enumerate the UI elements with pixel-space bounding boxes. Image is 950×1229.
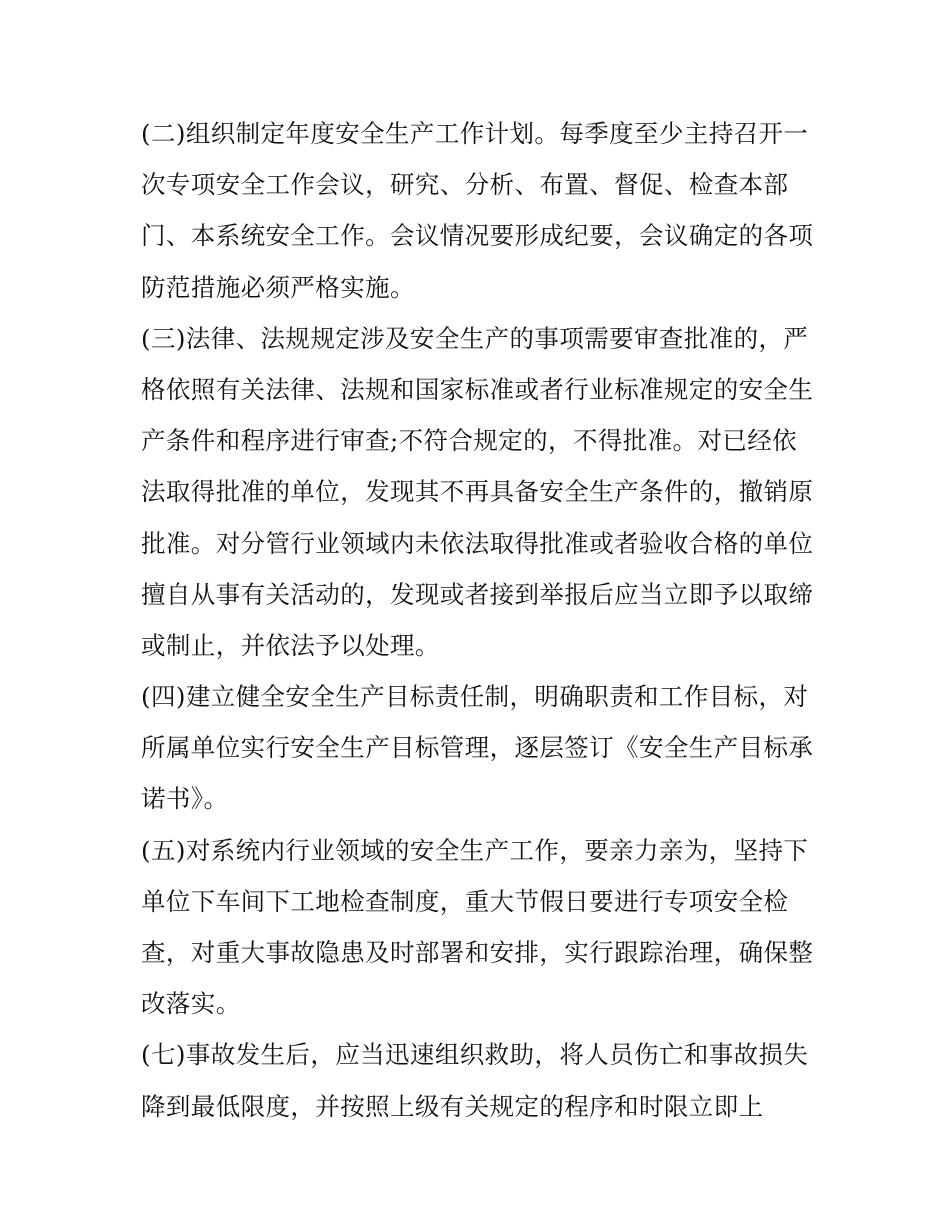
text-line: 诺书》。 — [141, 784, 229, 814]
text-line: (七)事故发生后，应当迅速组织救助，将人员伤亡和事故损失 — [141, 1040, 809, 1070]
text-line: 降到最低限度，并按照上级有关规定的程序和时限立即上 — [141, 1091, 764, 1121]
text-line: 查，对重大事故隐患及时部署和安排，实行跟踪治理，确保整 — [141, 938, 814, 967]
text-line: 擅自从事有关活动的，发现或者接到举报后应当立即予以取缔 — [141, 579, 814, 609]
text-line: 防范措施必须严格实施。 — [141, 272, 415, 302]
text-line: (四)建立健全安全生产目标责任制，明确职责和工作目标，对 — [141, 682, 809, 712]
text-line: 门、本系统安全工作。会议情况要形成纪要，会议确定的各项 — [141, 221, 814, 251]
text-line: 法取得批准的单位，发现其不再具备安全生产条件的，撤销原 — [141, 477, 814, 507]
text-line: (五)对系统内行业领域的安全生产工作，要亲力亲为，坚持下 — [141, 835, 809, 865]
text-line: 格依照有关法律、法规和国家标准或者行业标准规定的安全生 — [141, 374, 814, 404]
document-body — [141, 108, 821, 1132]
text-line: 或制止，并依法予以处理。 — [141, 630, 440, 660]
text-line: 改落实。 — [141, 989, 241, 1019]
text-line: (三)法律、法规规定涉及安全生产的事项需要审查批准的，严 — [141, 323, 809, 353]
text-line: 次专项安全工作会议，研究、分析、布置、督促、检查本部 — [141, 170, 789, 200]
text-line: (二)组织制定年度安全生产工作计划。每季度至少主持召开一 — [141, 119, 809, 148]
text-line: 产条件和程序进行审查;不符合规定的，不得批准。对已经依 — [141, 426, 798, 456]
text-line: 批准。对分管行业领域内未依法取得批准或者验收合格的单位 — [141, 528, 814, 558]
text-line: 所属单位实行安全生产目标管理，逐层签订《安全生产目标承 — [141, 733, 814, 763]
text-line: 单位下车间下工地检查制度，重大节假日要进行专项安全检 — [141, 886, 789, 916]
